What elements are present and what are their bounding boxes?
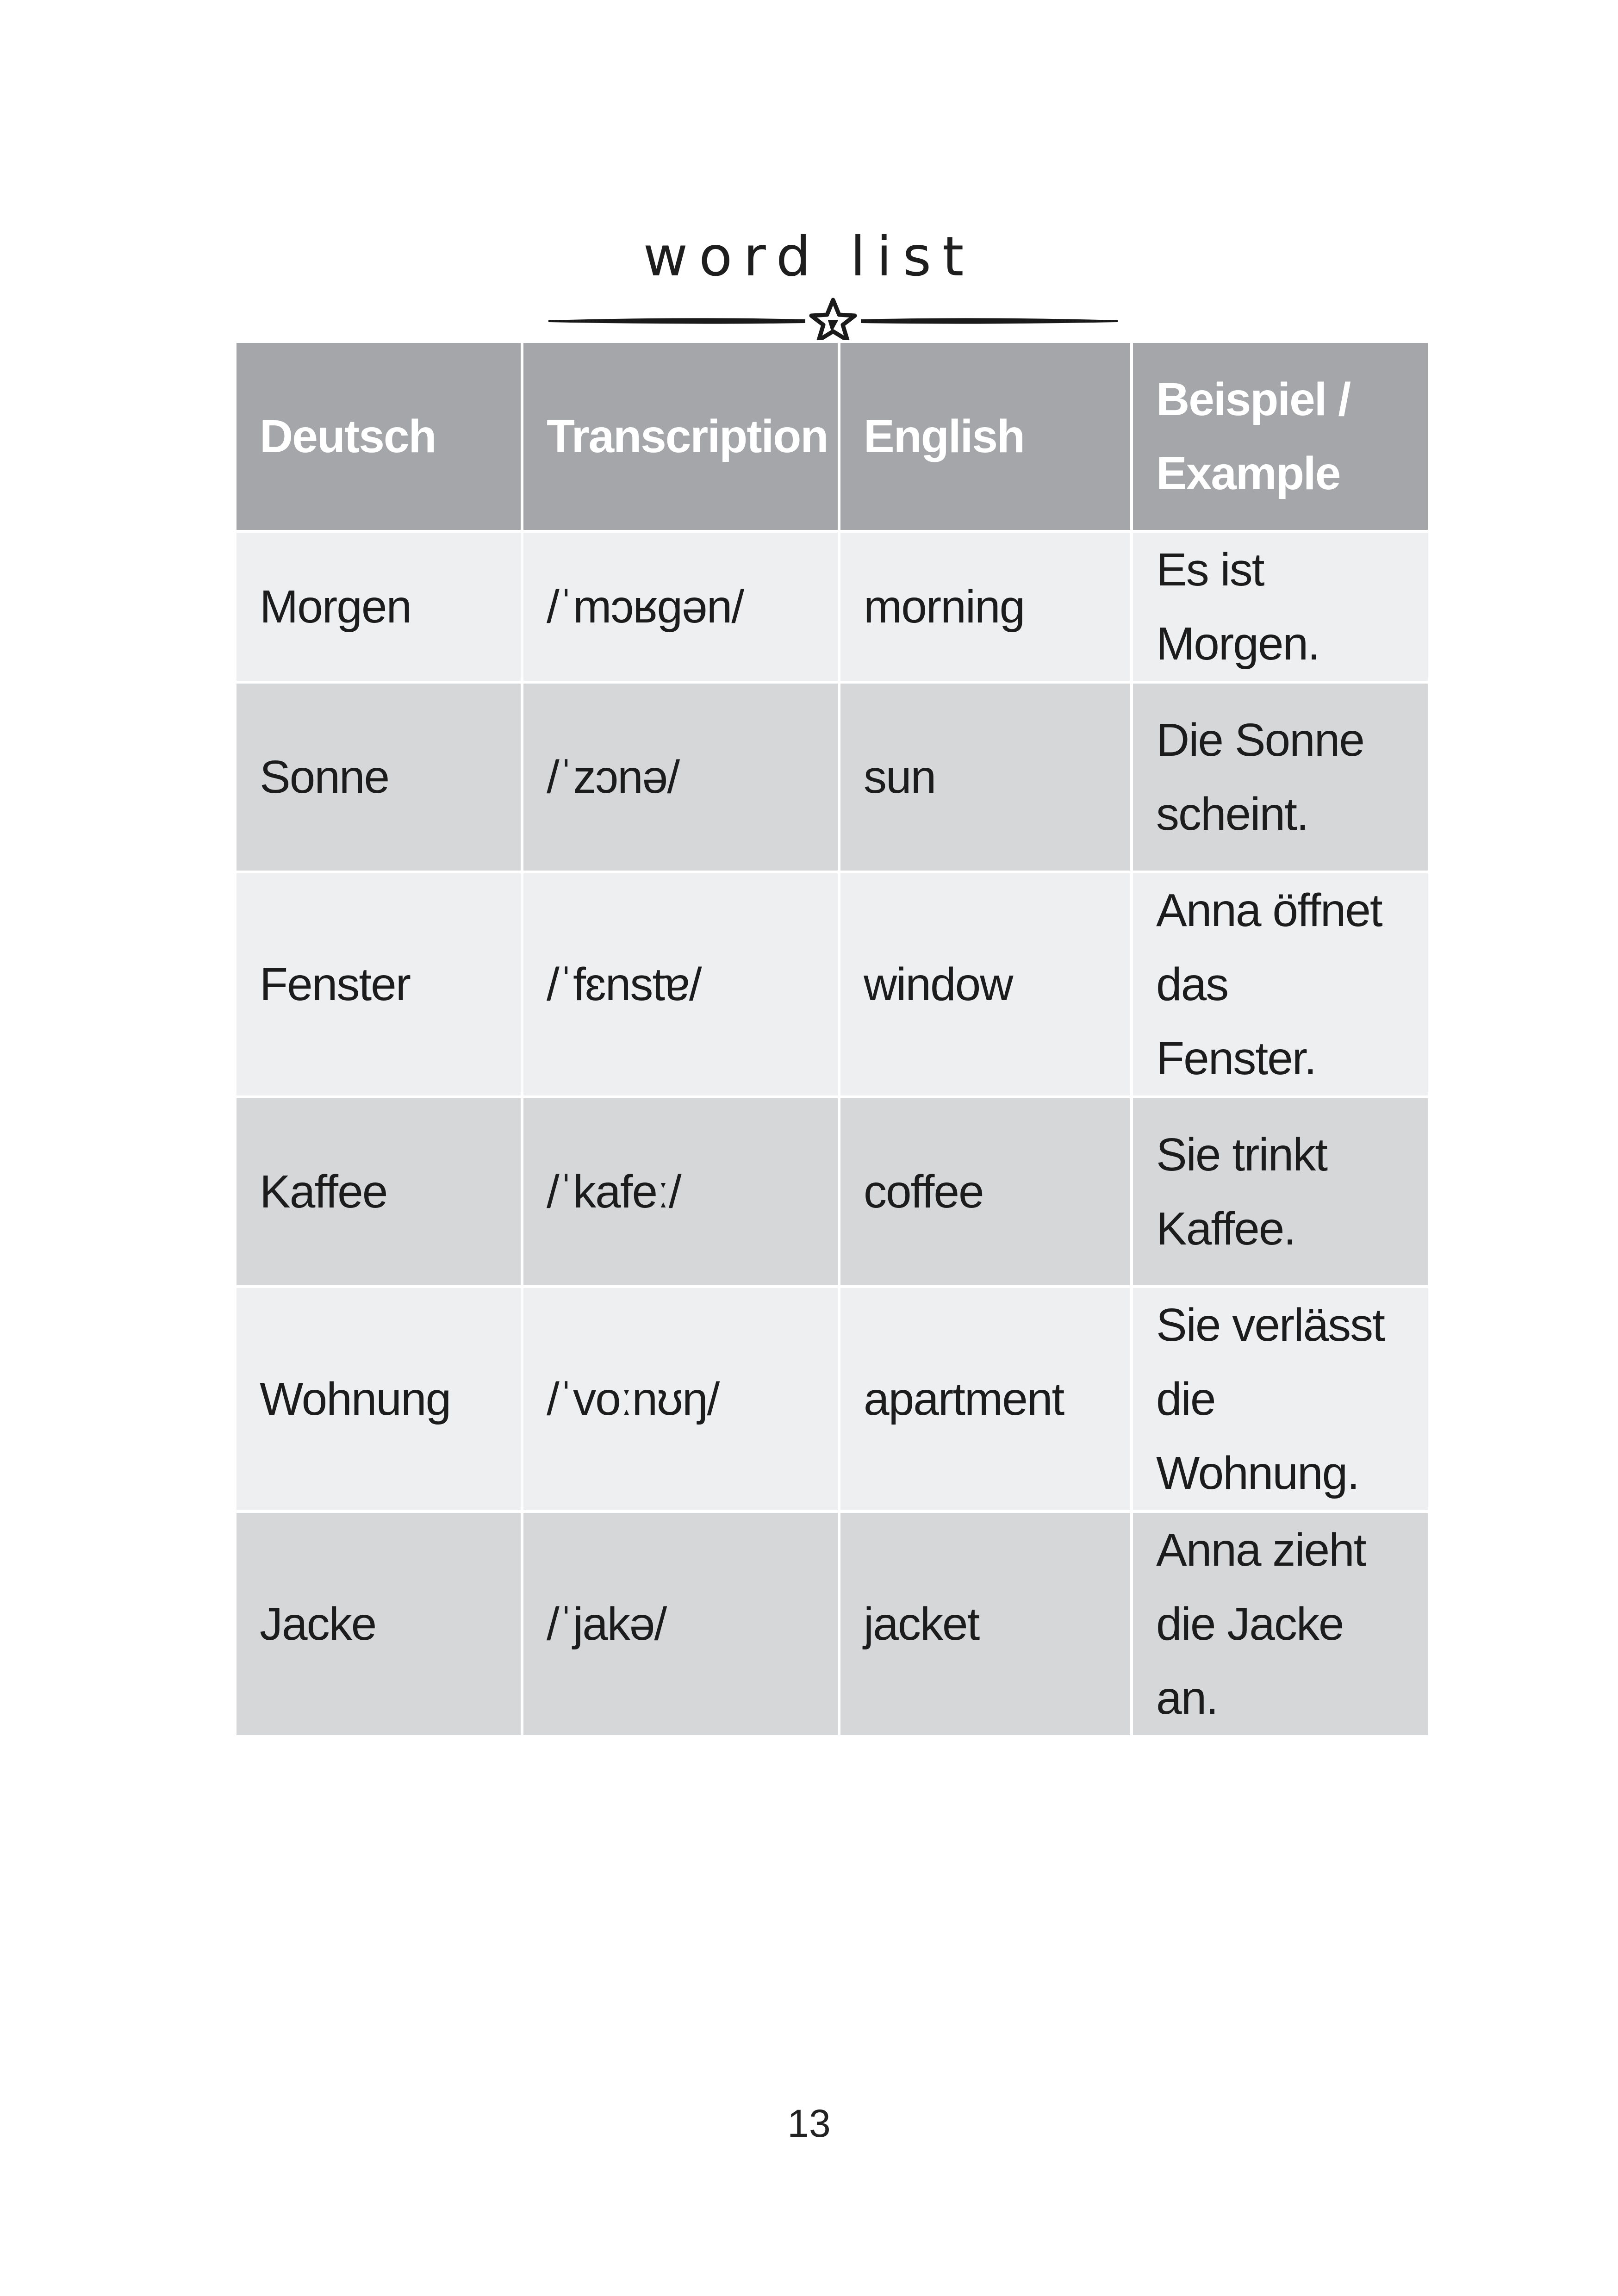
cell-example: Anna zieht die Jacke an.: [1132, 1512, 1429, 1736]
cell-english: jacket: [839, 1512, 1132, 1736]
table-row: [235, 531, 1429, 682]
cell-transcription: /ˈzɔnə/: [522, 682, 839, 872]
cell-transcription: /ˈfɛnstɐ/: [522, 872, 839, 1097]
cell-example: Es ist Morgen.: [1132, 531, 1429, 682]
cell-deutsch: Kaffee: [235, 1097, 522, 1287]
cell-transcription: /ˈvoːnʊŋ/: [522, 1287, 839, 1512]
cell-deutsch: Wohnung: [235, 1287, 522, 1512]
header-example: Beispiel / Example: [1132, 342, 1429, 531]
cell-deutsch: Sonne: [235, 682, 522, 872]
cell-deutsch: Morgen: [235, 531, 522, 682]
header-transcription: Transcription: [522, 342, 839, 531]
cell-deutsch: Jacke: [235, 1512, 522, 1736]
table-header-row: [235, 342, 1429, 531]
table-row: [235, 1097, 1429, 1287]
cell-transcription: /ˈjakə/: [522, 1512, 839, 1736]
table-row: [235, 1287, 1429, 1512]
page-title: word list: [643, 224, 975, 288]
cell-english: apartment: [839, 1287, 1132, 1512]
page-number: 13: [787, 2102, 831, 2145]
star-divider-icon: [548, 296, 1118, 347]
cell-english: window: [839, 872, 1132, 1097]
table-row: [235, 682, 1429, 872]
cell-english: morning: [839, 531, 1132, 682]
table-row: [235, 1512, 1429, 1736]
cell-transcription: /ˈmɔʁgən/: [522, 531, 839, 682]
header-deutsch: Deutsch: [235, 342, 522, 531]
cell-example: Sie verlässt die Wohnung.: [1132, 1287, 1429, 1512]
cell-example: Anna öffnet das Fenster.: [1132, 872, 1429, 1097]
table-row: [235, 872, 1429, 1097]
cell-english: sun: [839, 682, 1132, 872]
cell-transcription: /ˈkafeː/: [522, 1097, 839, 1287]
cell-example: Die Sonne scheint.: [1132, 682, 1429, 872]
header-english: English: [839, 342, 1132, 531]
cell-deutsch: Fenster: [235, 872, 522, 1097]
cell-example: Sie trinkt Kaffee.: [1132, 1097, 1429, 1287]
word-list-table: [234, 340, 1431, 1738]
cell-english: coffee: [839, 1097, 1132, 1287]
